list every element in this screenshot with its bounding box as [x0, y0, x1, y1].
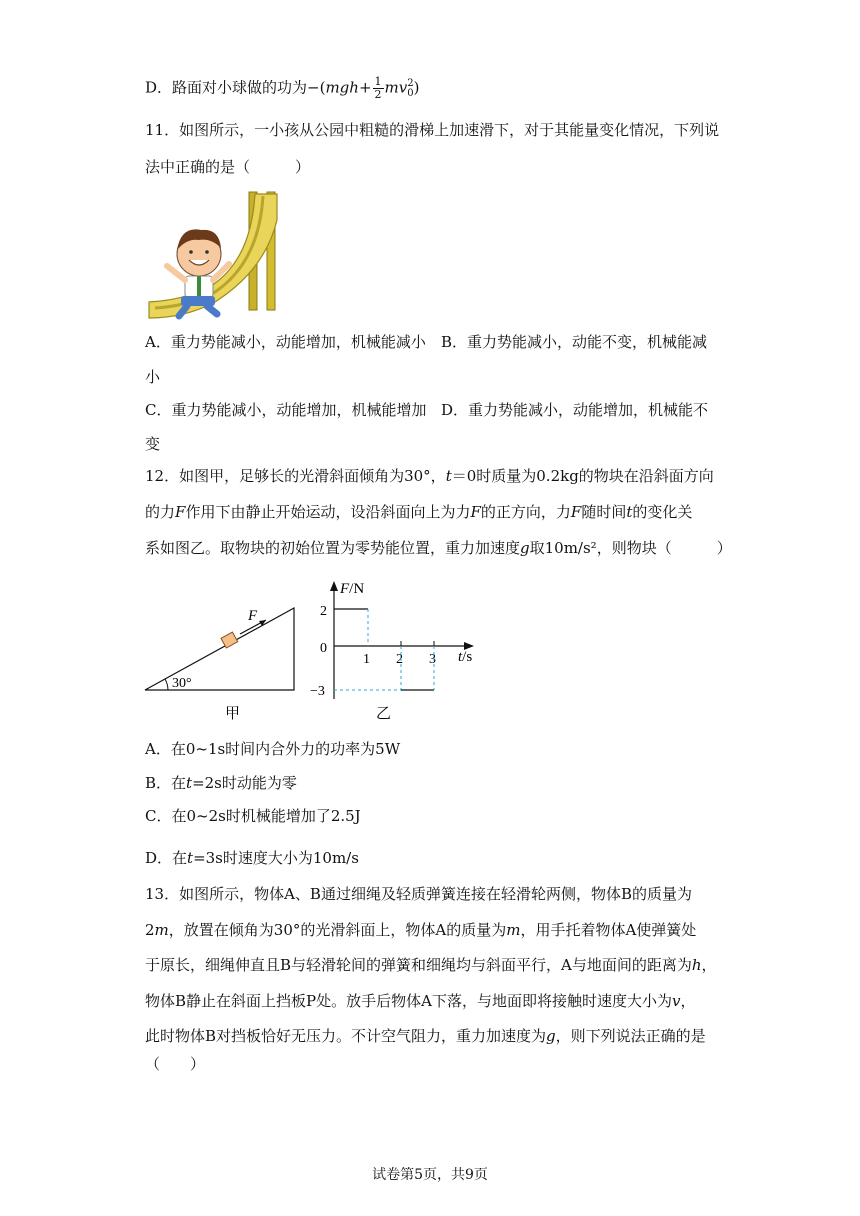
q12-optb-a: B．在 — [145, 774, 187, 792]
q12-optb-b: =2s时动能为零 — [192, 774, 297, 792]
q13-l4a: 物体B静止在斜面上挡板P处。放手后物体A下落，与地面即将接触时速度大小为 — [145, 992, 672, 1010]
q13-stem-line1: 13．如图所示，物体A、B通过细绳及轻质弹簧连接在轻滑轮两侧，物体B的质量为 — [145, 885, 692, 903]
slide-illustration — [145, 190, 285, 322]
q12-var-t: t — [626, 503, 633, 521]
y-arrow-icon — [330, 581, 338, 591]
q12-l1a: 12．如图甲，足够长的光滑斜面倾角为30°， — [145, 467, 446, 485]
q13-var-m: m — [154, 921, 169, 939]
q10-expr-plus: + — [358, 78, 372, 97]
q13-l2a: 2 — [145, 921, 155, 939]
figure-a-caption: 甲 — [225, 706, 241, 722]
q11-stem-line2: 法中正确的是（ ） — [145, 158, 311, 176]
q13-stem-line5 — [145, 1026, 706, 1046]
q12-optd-b: =3s时速度大小为10m/s — [193, 849, 359, 867]
q12-l2e: 的变化关 — [632, 503, 693, 521]
q10-expr-mv: mv — [384, 78, 408, 97]
force-time-graph — [310, 575, 485, 725]
q12-l2d: 随时间 — [581, 503, 627, 521]
q12-stem-line3 — [145, 538, 732, 558]
q12-stem-line2 — [145, 502, 692, 522]
q11-option-d: D．重力势能减小，动能增加，机械能不 — [441, 401, 709, 419]
q13-l4-end: ， — [680, 992, 696, 1010]
q11-option-b: B．重力势能减小，动能不变，机械能减 — [441, 333, 708, 351]
q13-stem-line3 — [145, 955, 717, 975]
q11-stem-line1: 11．如图所示，一小孩从公园中粗糙的滑梯上加速滑下，对于其能量变化情况，下列说 — [145, 121, 720, 139]
x-tick-1: 1 — [363, 652, 370, 667]
q12-var-t: t — [445, 467, 452, 485]
q12-l1b: ＝0时质量为0.2kg的物块在沿斜面方向 — [451, 467, 714, 485]
x-tick-3: 3 — [429, 652, 436, 667]
q12-option-c: C．在0~2s时机械能增加了2.5J — [145, 807, 361, 825]
incline-diagram — [140, 590, 305, 725]
x-tick-2: 2 — [396, 652, 403, 667]
q12-var-f: F — [175, 503, 186, 521]
q11-option-d-cont: 变 — [145, 435, 161, 453]
y-tick-neg3: −3 — [310, 684, 325, 699]
q10-option-d-text: D．路面对小球做的功为 — [145, 78, 308, 97]
fraction-numerator: 1 — [374, 75, 382, 88]
q13-l5a: 此时物体B对挡板恰好无压力。不计空气阻力，重力加速度为 — [145, 1027, 547, 1045]
q13-l3-end: ， — [701, 956, 717, 974]
q13-l2b: ，放置在倾角为30°的光滑斜面上，物体A的质量为 — [168, 921, 507, 939]
incline-triangle — [145, 608, 294, 690]
y-axis-label: F/N — [340, 581, 365, 597]
force-label: F — [248, 608, 258, 624]
fraction-denominator: 2 — [374, 88, 382, 101]
q12-option-d — [145, 848, 359, 868]
q13-stem-line2 — [145, 920, 696, 940]
q10-expr-sub: 0 — [407, 87, 414, 99]
q10-expr-mgh: mgh — [325, 78, 359, 97]
q10-option-d — [145, 76, 419, 101]
q12-var-g: g — [520, 539, 530, 557]
q12-var-t: t — [186, 774, 193, 792]
q11-option-a: A．重力势能减小，动能增加，机械能减小 — [145, 333, 426, 351]
q12-l2b: 作用下由静止开始运动，设沿斜面向上为力 — [185, 503, 471, 521]
angle-label: 30° — [172, 676, 192, 691]
q10-expr-fraction — [373, 76, 384, 101]
q11-option-b-cont: 小 — [145, 368, 161, 386]
block — [221, 632, 238, 648]
q12-var-t: t — [187, 849, 194, 867]
q10-expr-sup: 2 — [407, 77, 414, 89]
q13-var-g: g — [546, 1027, 556, 1045]
y-tick-0: 0 — [320, 641, 327, 656]
q13-l5b: ，则下列说法正确的是 — [555, 1027, 706, 1045]
q12-l3a: 系如图乙。取物块的初始位置为零势能位置，重力加速度 — [145, 539, 521, 557]
q10-expr-close: ) — [413, 78, 420, 97]
q12-l3b: 取10m/s²，则物块（ ） — [529, 539, 732, 557]
figure-b-caption: 乙 — [376, 706, 392, 722]
y-tick-2: 2 — [320, 604, 327, 619]
q12-var-f: F — [470, 503, 481, 521]
x-axis-label: t/s — [458, 649, 473, 665]
page-footer: 试卷第5页，共9页 — [372, 1167, 488, 1183]
q13-l2c: ，用手托着物体A使弹簧处 — [520, 921, 697, 939]
q13-var-v: v — [671, 992, 681, 1010]
q13-var-h: h — [691, 956, 702, 974]
q13-var-m: m — [506, 921, 521, 939]
q12-var-f: F — [570, 503, 582, 521]
q13-stem-line4 — [145, 991, 695, 1011]
q12-l2a: 的力 — [145, 503, 176, 521]
q11-option-c: C．重力势能减小，动能增加，机械能增加 — [145, 401, 427, 419]
q12-option-b — [145, 773, 297, 793]
q12-optd-a: D．在 — [145, 849, 188, 867]
q12-option-a: A．在0~1s时间内合外力的功率为5W — [145, 740, 401, 758]
q13-l3: 于原长，细绳伸直且B与轻滑轮间的弹簧和细绳均与斜面平行，A与地面间的距离为 — [145, 956, 692, 974]
q10-expr-open: −( — [307, 78, 326, 97]
angle-arc — [165, 679, 168, 690]
q12-l2c: 的正方向，力 — [480, 503, 571, 521]
q13-stem-line6: （ ） — [145, 1055, 206, 1073]
q12-stem-line1 — [145, 466, 714, 486]
